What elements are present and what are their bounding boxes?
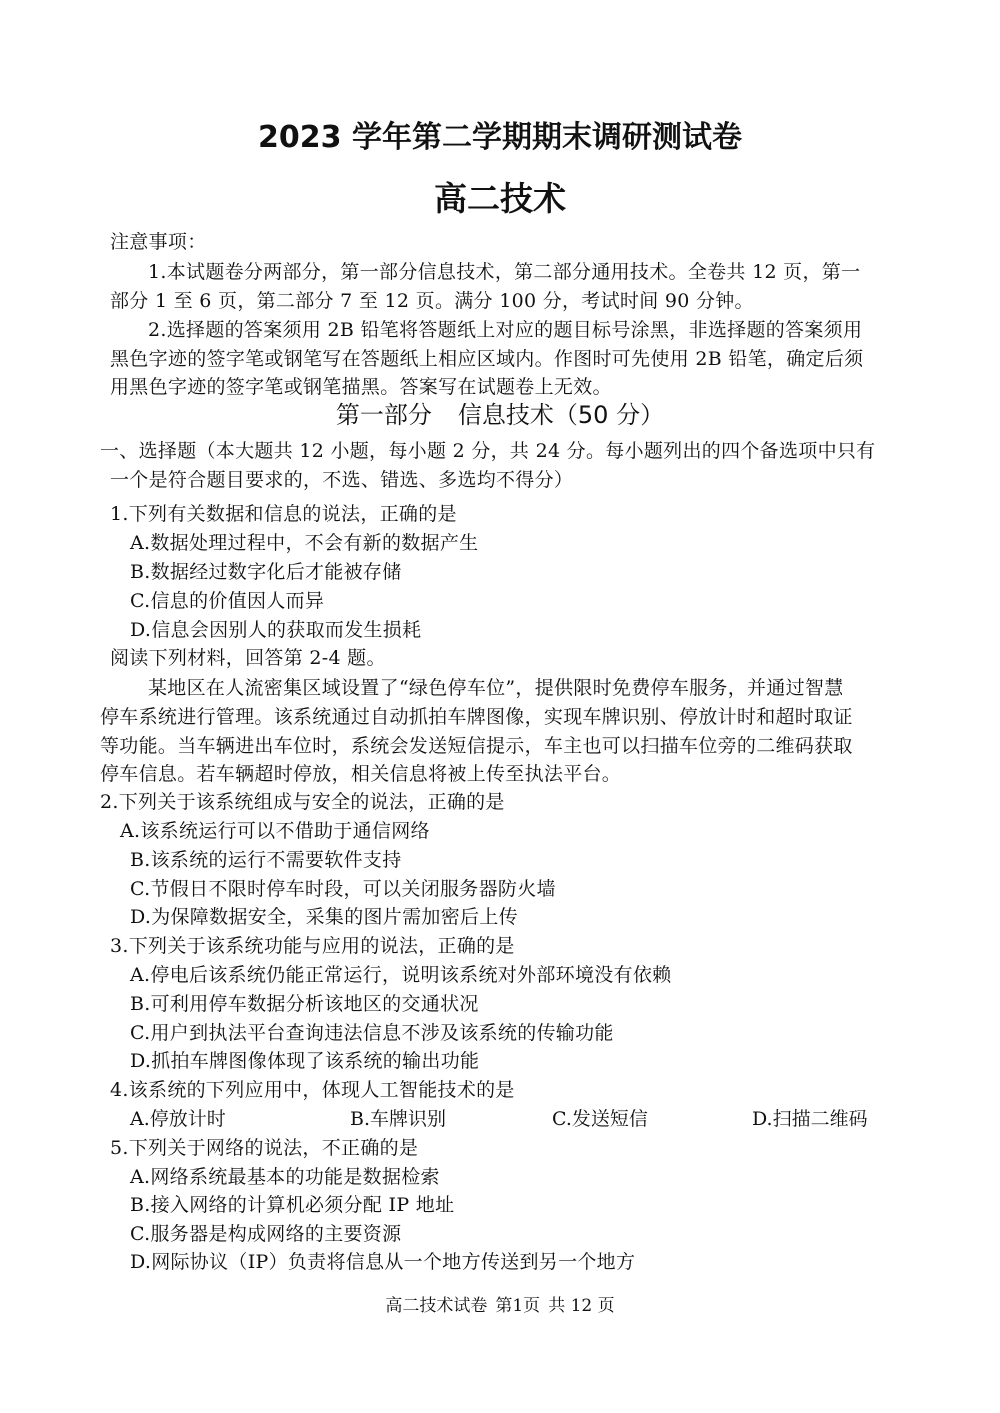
exam-subtitle: 高二技术: [434, 179, 566, 218]
notice-heading: 注意事项：: [110, 231, 207, 253]
notice-item-1-line-1: 1.本试题卷分两部分，第一部分信息技术，第二部分通用技术。全卷共 12 页，第一: [148, 261, 861, 283]
notice-item-1-line-2: 部分 1 至 6 页，第二部分 7 至 12 页。满分 100 分，考试时间 90 分钟。: [110, 290, 754, 312]
question-2-option-d: D.为保障数据安全，采集的图片需加密后上传: [130, 906, 518, 928]
question-2-stem: 2.下列关于该系统组成与安全的说法，正确的是: [100, 791, 505, 813]
notice-item-2-line-2: 黑色字迹的签字笔或钢笔写在答题纸上相应区域内。作图时可先使用 2B 铅笔，确定后须: [110, 348, 864, 370]
question-1-stem: 1.下列有关数据和信息的说法，正确的是: [110, 503, 457, 525]
question-5-option-b: B.接入网络的计算机必须分配 IP 地址: [130, 1194, 455, 1216]
question-3-option-d: D.抓拍车牌图像体现了该系统的输出功能: [130, 1050, 480, 1072]
material-line-3: 等功能。当车辆进出车位时，系统会发送短信提示，车主也可以扫描车位旁的二维码获取: [100, 735, 853, 757]
question-1-option-a: A.数据处理过程中，不会有新的数据产生: [130, 532, 479, 554]
question-1-option-b: B.数据经过数字化后才能被存储: [130, 561, 402, 583]
section-1-instructions-line-2: 一个是符合题目要求的，不选、错选、多选均不得分）: [110, 469, 574, 491]
question-2-option-a: A.该系统运行可以不借助于通信网络: [120, 820, 430, 842]
part-1-name: 第一部分: [335, 401, 432, 429]
question-4-option-c: C.发送短信: [552, 1108, 648, 1130]
material-line-4: 停车信息。若车辆超时停放，相关信息将被上传至执法平台。: [100, 763, 622, 785]
notice-item-2-line-1: 2.选择题的答案须用 2B 铅笔将答题纸上对应的题目标号涂黑，非选择题的答案须用: [148, 319, 863, 341]
question-5-stem: 5.下列关于网络的说法，不正确的是: [110, 1137, 419, 1159]
question-3-option-c: C.用户到执法平台查询违法信息不涉及该系统的传输功能: [130, 1022, 614, 1044]
question-3-option-b: B.可利用停车数据分析该地区的交通状况: [130, 993, 479, 1015]
material-line-1: 某地区在人流密集区域设置了“绿色停车位”，提供限时免费停车服务，并通过智慧: [148, 677, 844, 699]
part-1-title: 信息技术（50 分）: [457, 401, 665, 429]
question-5-option-a: A.网络系统最基本的功能是数据检索: [130, 1166, 440, 1188]
question-4-option-d: D.扫描二维码: [752, 1108, 868, 1130]
question-2-option-b: B.该系统的运行不需要软件支持: [130, 849, 402, 871]
question-2-option-c: C.节假日不限时停车时段，可以关闭服务器防火墙: [130, 878, 556, 900]
footer-page-number: 第1页: [495, 1296, 541, 1316]
question-1-option-d: D.信息会因别人的获取而发生损耗: [130, 619, 422, 641]
material-line-2: 停车系统进行管理。该系统通过自动抓拍车牌图像，实现车牌识别、停放计时和超时取证: [100, 706, 853, 728]
question-3-option-a: A.停电后该系统仍能正常运行，说明该系统对外部环境没有依赖: [130, 964, 672, 986]
footer-paper-name: 高二技术试卷: [385, 1296, 488, 1316]
question-1-option-c: C.信息的价值因人而异: [130, 590, 325, 612]
exam-title: 2023 学年第二学期期末调研测试卷: [258, 120, 742, 155]
page-footer: [0, 1294, 1000, 1318]
notice-item-2-line-3: 用黑色字迹的签字笔或钢笔描黑。答案写在试题卷上无效。: [110, 376, 612, 398]
question-4-option-a: A.停放计时: [130, 1108, 226, 1130]
question-4-option-b: B.车牌识别: [350, 1108, 447, 1130]
question-5-option-d: D.网际协议（IP）负责将信息从一个地方传送到另一个地方: [130, 1251, 636, 1273]
footer-total-pages: 共 12 页: [548, 1296, 615, 1316]
section-1-instructions-line-1: 一、选择题（本大题共 12 小题，每小题 2 分，共 24 分。每小题列出的四个备选项中只有: [100, 440, 876, 462]
question-4-stem: 4.该系统的下列应用中，体现人工智能技术的是: [110, 1079, 515, 1101]
material-intro: 阅读下列材料，回答第 2-4 题。: [110, 647, 386, 669]
question-5-option-c: C.服务器是构成网络的主要资源: [130, 1223, 402, 1245]
part-1-heading: [0, 399, 1000, 431]
question-3-stem: 3.下列关于该系统功能与应用的说法，正确的是: [110, 935, 515, 957]
